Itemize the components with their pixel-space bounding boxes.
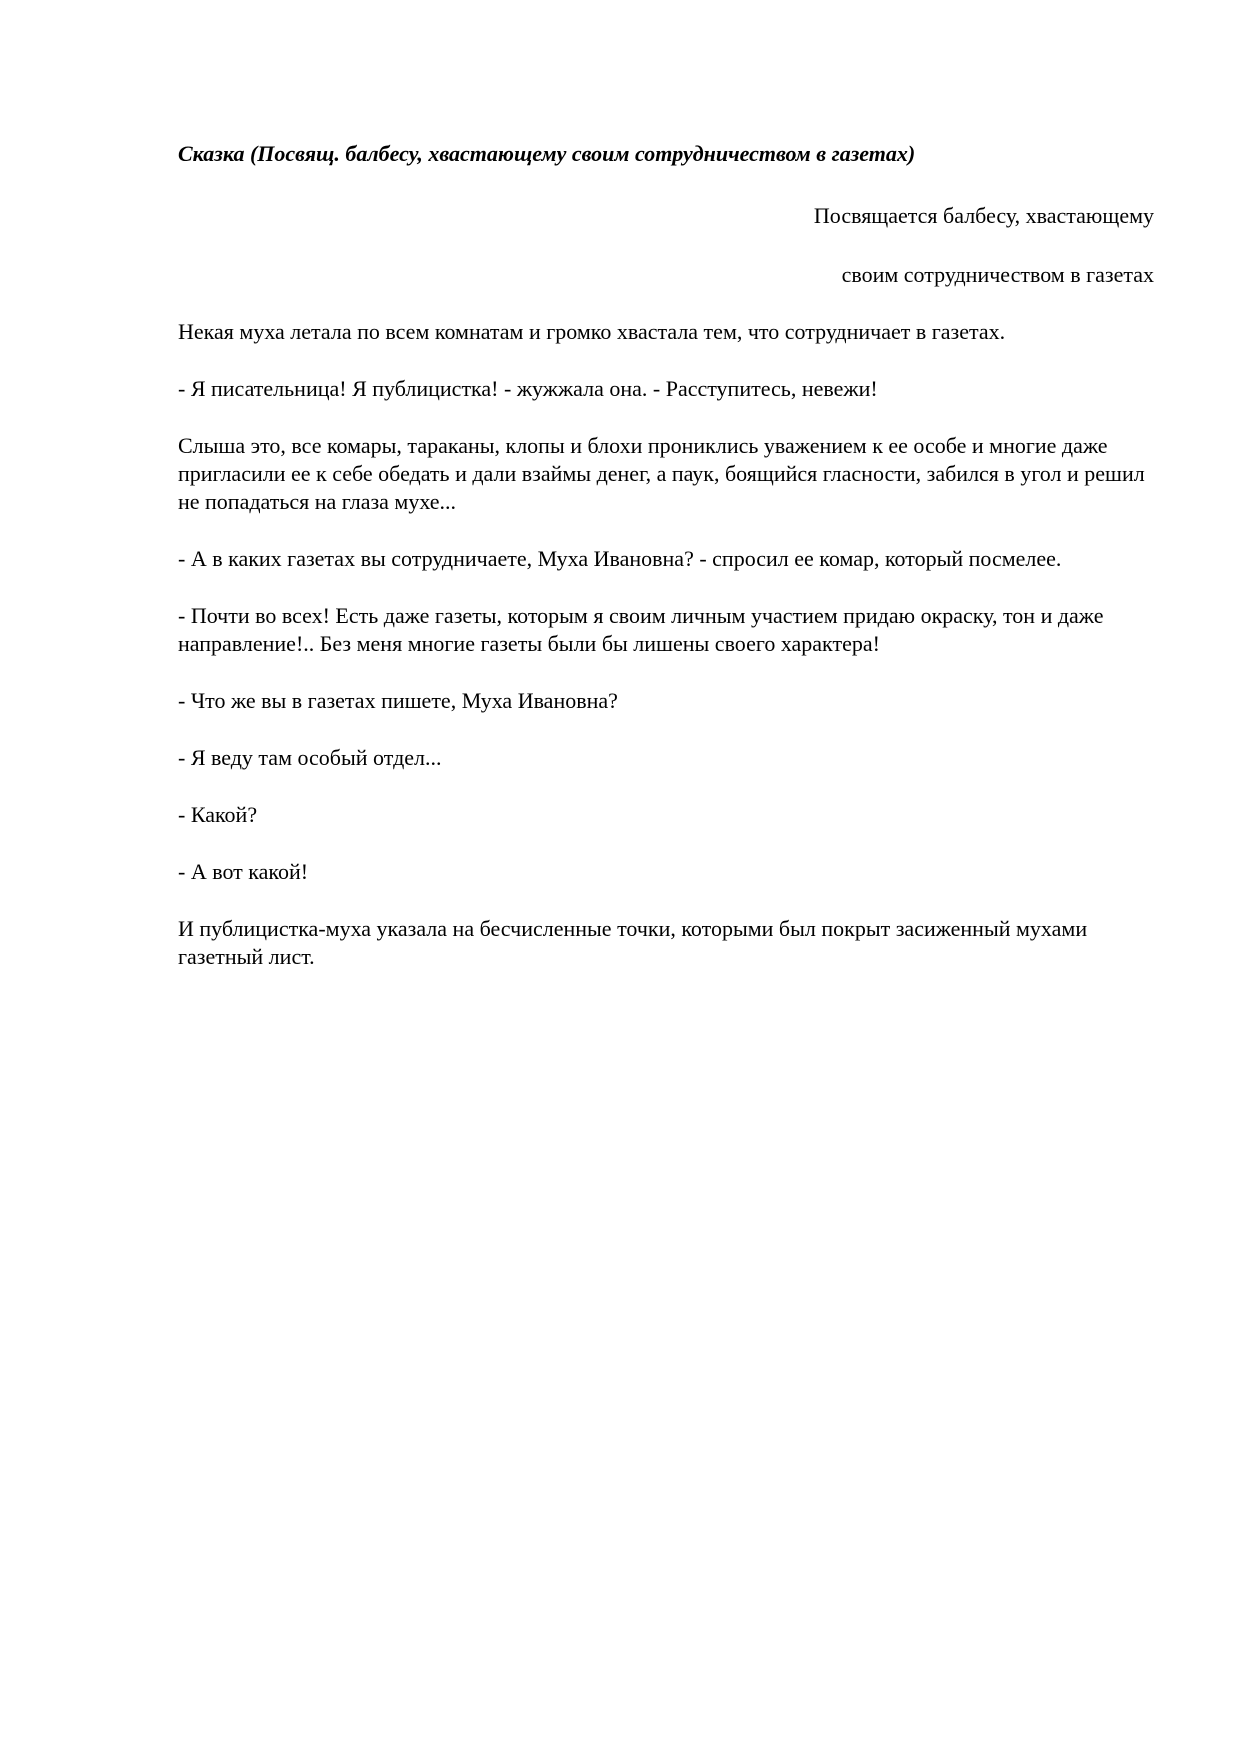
paragraph: - Что же вы в газетах пишете, Муха Ивановна? xyxy=(178,688,618,713)
paragraph: - Я веду там особый отдел... xyxy=(178,745,442,770)
paragraph: Некая муха летала по всем комнатам и громко хвастала тем, что сотрудничает в газетах. xyxy=(178,319,1006,344)
paragraph: - Я писательница! Я публицистка! - жужжала она. - Расступитесь, невежи! xyxy=(178,376,878,401)
paragraph: - А вот какой! xyxy=(178,859,309,884)
document-title: Сказка (Посвящ. балбесу, хвастающему своим сотрудничеством в газетах) xyxy=(178,141,916,166)
paragraph: - Какой? xyxy=(178,802,258,827)
paragraph: - Почти во всех! Есть даже газеты, которым я своим личным участием придаю окраску, тон и даже направление!.. Без меня многие газеты были бы лишены своего характера! xyxy=(178,603,1104,656)
paragraph: И публицистка-муха указала на бесчисленные точки, которыми был покрыт засиженный мухами газетный лист. xyxy=(178,916,1088,969)
dedication-line-2: своим сотрудничеством в газетах xyxy=(841,262,1154,287)
dedication-line-1: Посвящается балбесу, хвастающему xyxy=(813,203,1154,228)
paragraph: Слыша это, все комары, тараканы, клопы и блохи прониклись уважением к ее особе и многие даже пригласили ее к себе обедать и дали взаймы денег, а паук, боящийся гласности, забился в угол и решил не попадаться на глаза мухе... xyxy=(178,433,1145,514)
story-body xyxy=(178,318,1163,1000)
paragraph: - А в каких газетах вы сотрудничаете, Муха Ивановна? - спросил ее комар, который посмелее. xyxy=(178,546,1062,571)
